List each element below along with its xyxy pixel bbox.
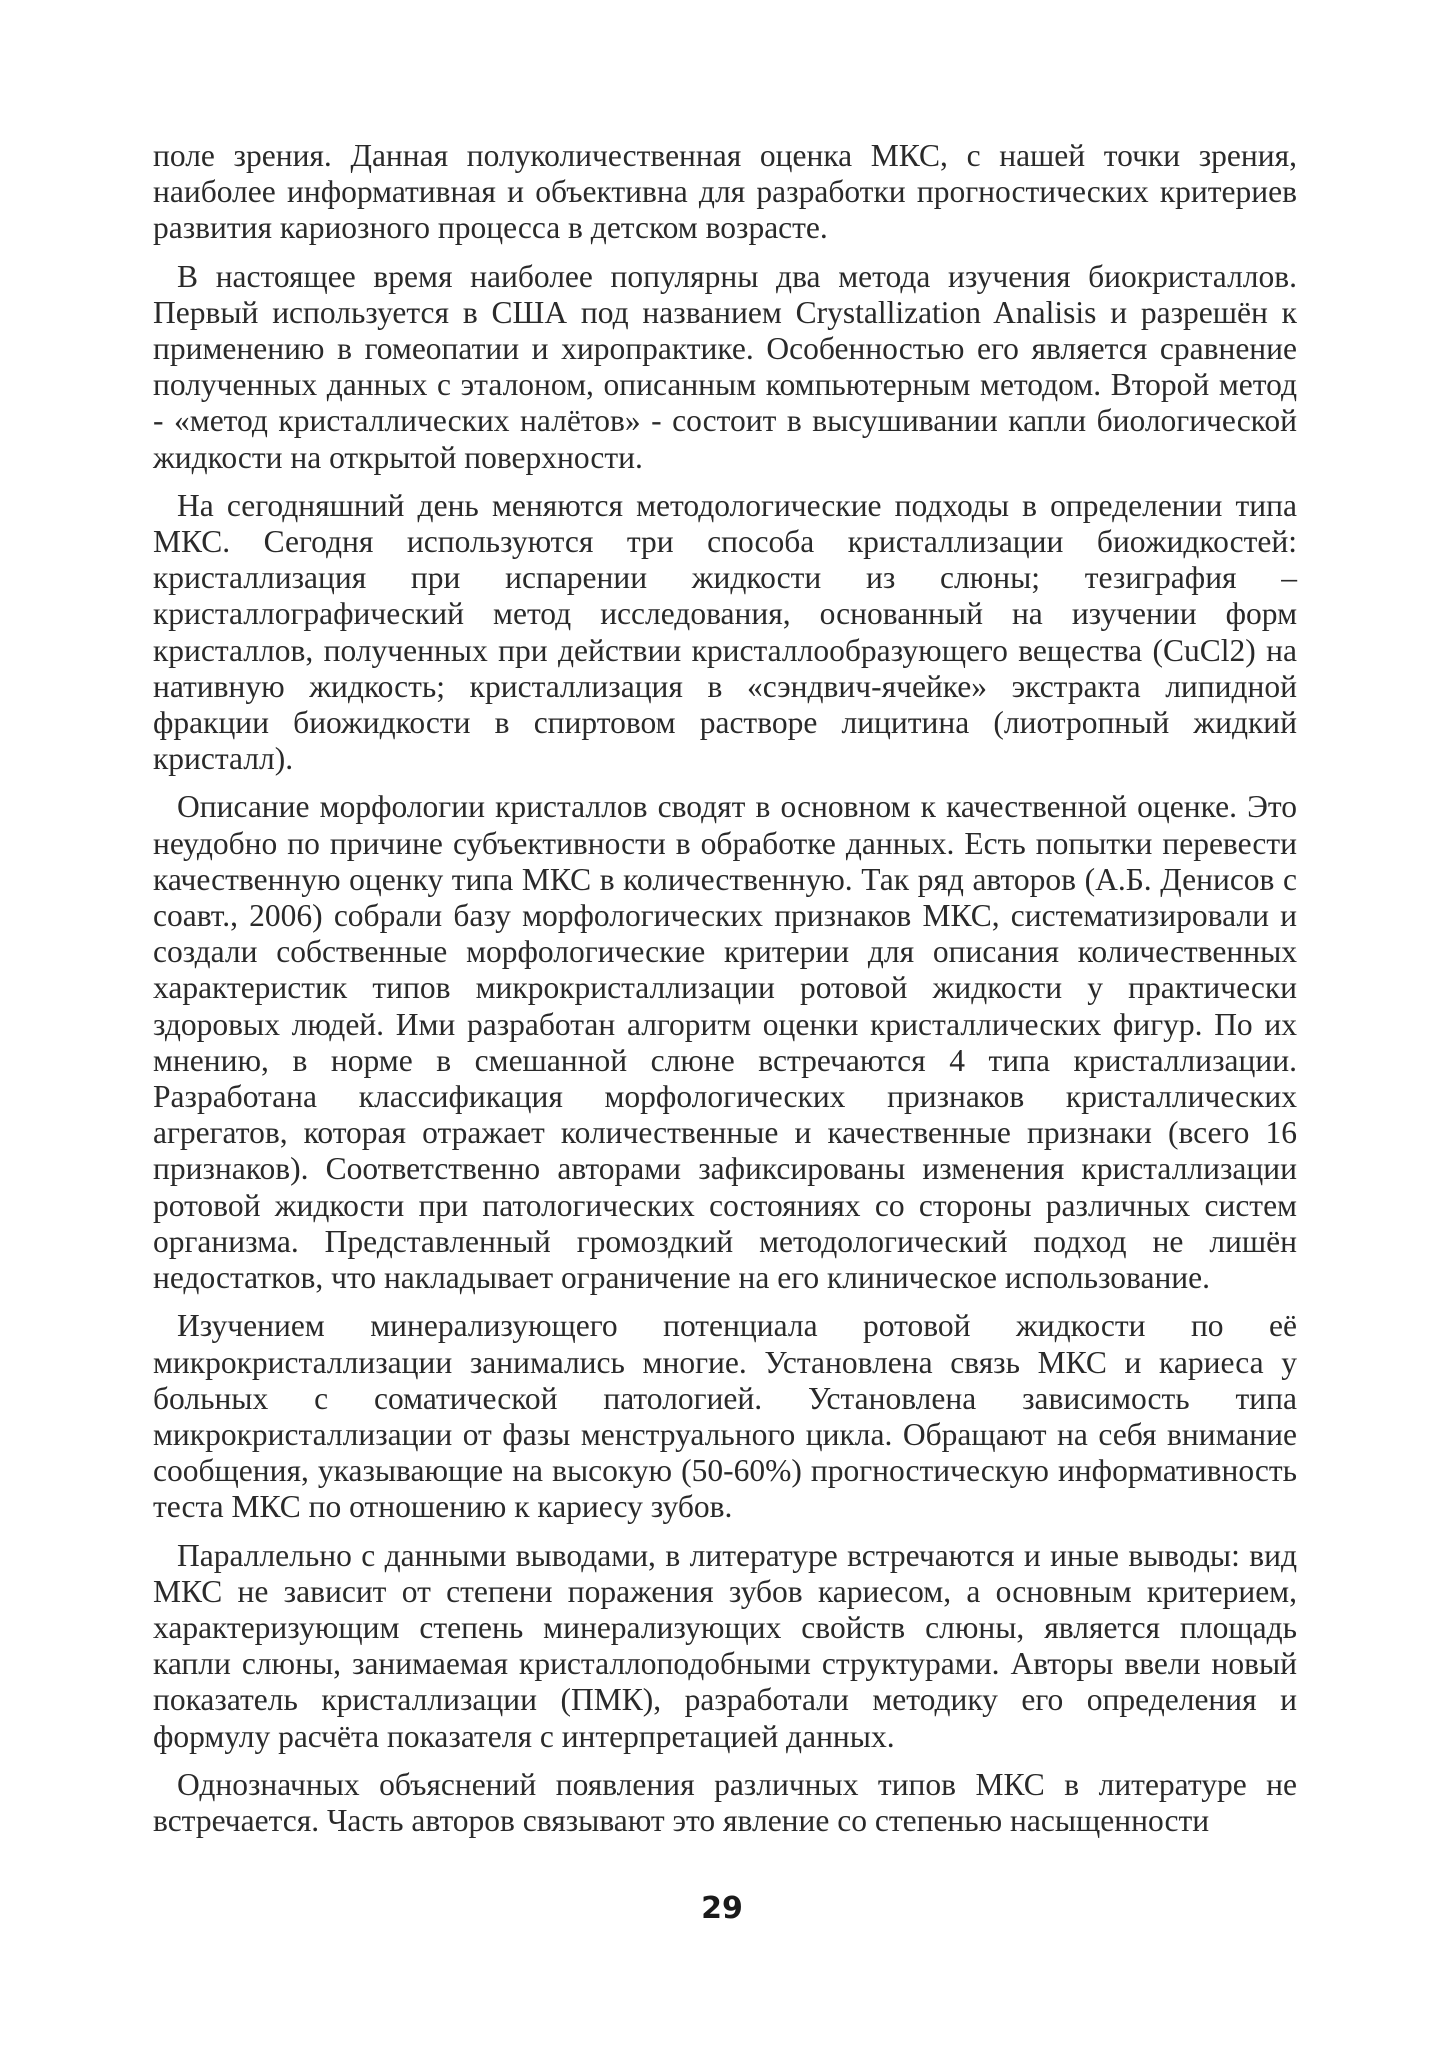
paragraph-7: Однозначных объяснений появления различных типов МКС в литературе не встречается. Часть авторов связывают это явление со степенью насыщенности: [153, 1766, 1297, 1838]
paragraph-6: Параллельно с данными выводами, в литературе встречаются и иные выводы: вид МКС не зависит от степени поражения зубов кариесом, а основным критерием, характеризующим степень минерализующих свойств слюны, является площадь капли слюны, занимаемая кристаллоподобными структурами. Авторы ввели новый показатель кристаллизации (ПМК), разработали методику его определения и формулу расчёта показателя с интерпретацией данных.: [153, 1537, 1297, 1754]
paragraph-2: В настоящее время наиболее популярны два метода изучения биокристаллов. Первый используется в США под названием Crystallization Analisis и разрешён к применению в гомеопатии и хиропрактике. Особенностью его является сравнение полученных данных с эталоном, описанным компьютерным методом. Второй метод - «метод кристаллических налётов» - состоит в высушивании капли биологической жидкости на открытой поверхности.: [153, 258, 1297, 475]
paragraph-3: На сегодняшний день меняются методологические подходы в определении типа МКС. Сегодня используются три способа кристаллизации биожидкостей: кристаллизация при испарении жидкости из слюны; тезиграфия – кристаллографический метод исследования, основанный на изучении форм кристаллов, полученных при действии кристаллообразующего вещества (CuCl2) на нативную жидкость; кристаллизация в «сэндвич-ячейке» экстракта липидной фракции биожидкости в спиртовом растворе лицитина (лиотропный жидкий кристалл).: [153, 487, 1297, 777]
page-number: 29: [701, 1891, 743, 1926]
paragraph-1: поле зрения. Данная полуколичественная оценка МКС, с нашей точки зрения, наиболее информативная и объективна для разработки прогностических критериев развития кариозного процесса в детском возрасте.: [153, 138, 1297, 246]
paragraph-5: Изучением минерализующего потенциала ротовой жидкости по её микрокристаллизации занимались многие. Установлена связь МКС и кариеса у больных с соматической патологией. Установлена зависимость типа микрокристаллизации от фазы менструального цикла. Обращают на себя внимание сообщения, указывающие на высокую (50-60%) прогностическую информативность теста МКС по отношению к кариесу зубов.: [153, 1308, 1297, 1525]
paragraph-4: Описание морфологии кристаллов сводят в основном к качественной оценке. Это неудобно по причине субъективности в обработке данных. Есть попытки перевести качественную оценку типа МКС в количественную. Так ряд авторов (А.Б. Денисов с соавт., 2006) собрали базу морфологических признаков МКС, систематизировали и создали собственные морфологические критерии для описания количественных характеристик типов микрокристаллизации ротовой жидкости у практически здоровых людей. Ими разработан алгоритм оценки кристаллических фигур. По их мнению, в норме в смешанной слюне встречаются 4 типа кристаллизации. Разработана классификация морфологических признаков кристаллических агрегатов, которая отражает количественные и качественные признаки (всего 16 признаков). Соответственно авторами зафиксированы изменения кристаллизации ротовой жидкости при патологических состояниях со стороны различных систем организма. Представленный громоздкий методологический подход не лишён недостатков, что накладывает ограничение на его клиническое использование.: [153, 789, 1297, 1296]
body-text: [153, 138, 1297, 1851]
